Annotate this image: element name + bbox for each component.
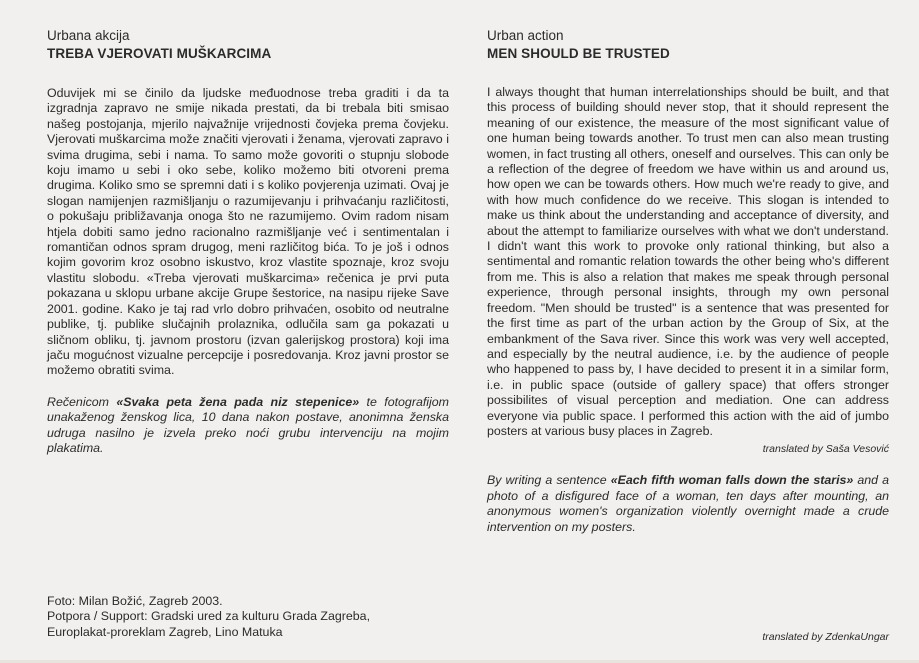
- credits-block: [47, 594, 449, 640]
- croatian-title: TREBA VJEROVATI MUŠKARCIMA: [47, 46, 272, 61]
- english-kicker: Urban action: [487, 28, 564, 43]
- photo-credit: Foto: Milan Božić, Zagreb 2003.: [47, 594, 223, 608]
- english-body-paragraph: I always thought that human interrelationships should be built, and that this process of building should never stop, that it should represent the meaning of our existence, the measure of the most significant value of one human being towards another. To trust men can also mean trusting women, in fact trusting all others, oneself and ourselves. This can only be a reflection of the degree of freedom we have within us and around us, how open we can be towards others. How much we're ready to give, and with how much confidence do we receive. This slogan is intended to make us think about the understanding and acceptance of diversity, and about the attempt to familiarize ourselves with what we don't understand. I didn't want this work to provoke only rational thinking, but also a sentimental and romantic relation towards the other being who's different from me. This is also a relation that makes me speak through personal experience, through personal insights, through my own personal freedom. "Men should be trusted" is a sentence that was presented for the first time as part of the urban action by the Group of Six, at the embankment of the Sava river. Since this work was very well accepted, and especially by the neutral audience, i.e. by the audience of people who happened to pass by, I have decided to present it in a similar form, i.e. in public space (outside of gallery space) that offers stronger possibilites of visual perception and mediation. One can address everyone via public space. I performed this action with the aid of jumbo posters at various busy places in Zagreb.: [487, 85, 889, 438]
- sponsors-credit: Europlakat-proreklam Zagreb, Lino Matuka: [47, 624, 283, 639]
- translator-credit-1: translated by Saša Vesović: [762, 443, 889, 456]
- croatian-column: [47, 28, 449, 456]
- english-intervention-suffix: and a photo of a disfigured face of a woman, ten days after mounting, an anonymous women's organization violently overnight made a crude intervention on my posters.: [487, 473, 889, 534]
- translator-credit-2: translated by ZdenkaUngar: [762, 631, 889, 643]
- support-credit: Potpora / Support: Gradski ured za kulturu Grada Zagreba,: [47, 609, 371, 624]
- croatian-intervention-suffix: te fotografijom unakaženog ženskog lica, 10 dana nakon postave, anonimna ženska udruga nasilno je izvela preko noći grubu intervenciju na mojim plakatima.: [47, 394, 449, 455]
- croatian-body-paragraph: Oduvijek mi se činilo da ljudske međuodnose treba graditi i da ta izgradnja zapravo ne smije nikada prestati, da bi trebala biti smisao našeg postojanja, mjerilo najvažnije vrijednosti čovjeka prema čovjeku. Vjerovati muškarcima može značiti vjerovati i ženama, vjerovati zapravo i svima drugima, sebi i nama. To samo može govoriti o stupnju slobode koju imamo u sebi i oko sebe, koliko možemo biti otvoreni prema drugima. Koliko smo se spremni dati i s koliko povjerenja uzimati. Ovaj je slogan namijenjen razmišljanju o razumijevanju i prihvaćanju različitosti, o pokušaju približavanja onoga što ne razumijemo. Ovim radom nisam htjela dobiti samo jedno racionalno razmišljanje već i sentimentalan i romantičan odnos spram drugog, meni različitog bića. To je još i odnos kojim govorim kroz osobno iskustvo, kroz vlastite spoznaje, kroz svoju vlastitu slobodu. «Treba vjerovati muškarcima» rečenica je prvi puta pokazana u sklopu urbane akcije Grupe šestorice, na nasipu rijeke Save 2001. godine. Kako je taj rad vrlo dobro prihvaćen, osobito od neutralne publike, tj. publike slučajnih prolaznika, odlučila sam ga pokazati u sličnom obliku, tj. javnom prostoru (izvan galerijskog prostora) koji ima jaču mogućnost vizualne percepcije i posredovanja. Kroz javni prostor se možemo obratiti svima.: [47, 86, 449, 378]
- english-intervention-paragraph: [487, 473, 889, 535]
- english-intervention-quote: «Each fifth woman falls down the staris»: [610, 473, 854, 488]
- english-column: [487, 28, 889, 535]
- english-title: MEN SHOULD BE TRUSTED: [487, 46, 670, 61]
- croatian-intervention-quote: «Svaka peta žena pada niz stepenice»: [116, 394, 360, 409]
- croatian-intervention-paragraph: [47, 395, 449, 457]
- english-intervention-prefix: By writing a sentence: [487, 473, 611, 488]
- croatian-kicker: Urbana akcija: [47, 28, 130, 43]
- croatian-intervention-prefix: Rečenicom: [47, 394, 117, 409]
